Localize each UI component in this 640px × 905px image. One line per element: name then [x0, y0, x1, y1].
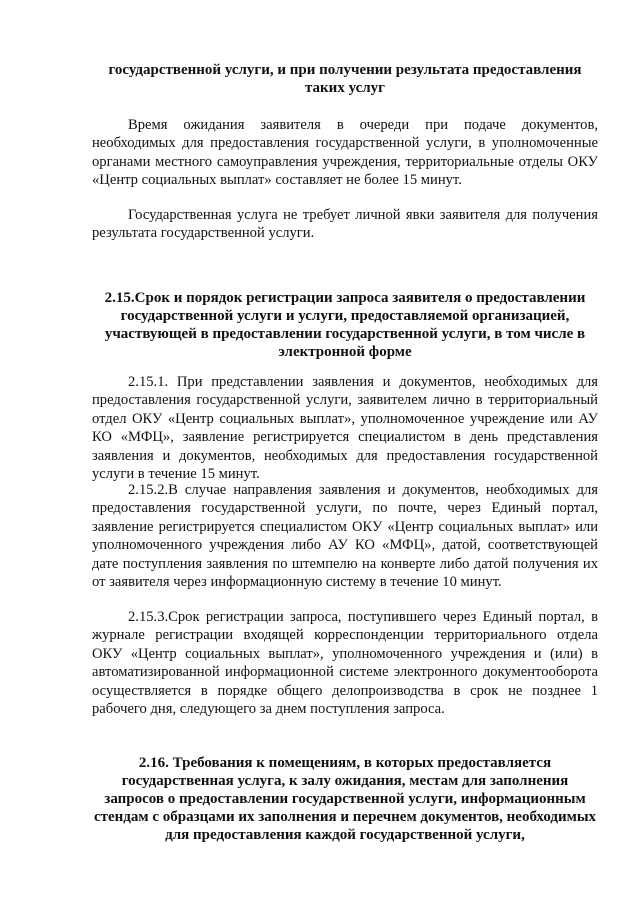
paragraph-2-15-1: 2.15.1. При представлении заявления и документов, необходимых для предоставления государственной услуги, заявителем лично в территориальный отдел ОКУ «Центр социальных выплат», уполномоченное учреждение или АУ КО «МФЦ», заявление регистрируется специалистом в день представления заявления и документов, необходимых для предоставления государственной услуги в течение 15 минут. — [92, 374, 598, 483]
section-2-16-heading: 2.16. Требования к помещениям, в которых предоставляется государственная услуга, к залу ожидания, местам для заполнения запросов о предоставлении государственной услуги, информационным стендам с образцами их заполнения и перечнем документов, необходимых для предоставления каждой государственной услуги, — [93, 755, 597, 843]
paragraph-no-personal-appearance: Государственная услуга не требует личной явки заявителя для получения результата государственной услуги. — [92, 207, 598, 242]
heading-continuation: государственной услуги, и при получении результата предоставления таких услуг — [108, 62, 582, 96]
paragraph-2-15-3: 2.15.3.Срок регистрации запроса, поступившего через Единый портал, в журнале регистрации входящей корреспонденции территориального отдела ОКУ «Центр социальных выплат», уполномоченного учреждения и (или) в автоматизированной информационной системе электронного документооборота осуществляется в порядке общего делопроизводства в срок не позднее 1 рабочего дня, следующего за днем поступления запроса. — [92, 609, 598, 718]
section-2-15-heading: 2.15.Срок и порядок регистрации запроса заявителя о предоставлении государственной услуги и услуги, предоставляемой организацией, участвующей в предоставлении государственной услуги, в том числе в электронной форме — [104, 290, 586, 360]
paragraph-waiting-time: Время ожидания заявителя в очереди при подаче документов, необходимых для предоставления государственной услуги, в уполномоченные органами местного самоуправления учреждения, территориальные отделы ОКУ «Центр социальных выплат» составляет не более 15 минут. — [92, 117, 598, 189]
paragraph-2-15-2: 2.15.2.В случае направления заявления и документов, необходимых для предоставления государственной услуги, по почте, через Единый портал, заявление регистрируется специалистом ОКУ «Центр социальных выплат» или уполномоченного учреждения либо АУ КО «МФЦ», датой, соответствующей дате поступления заявления по штемпелю на конверте либо датой получения их от заявителя через информационную систему в течение 10 минут. — [92, 482, 598, 591]
